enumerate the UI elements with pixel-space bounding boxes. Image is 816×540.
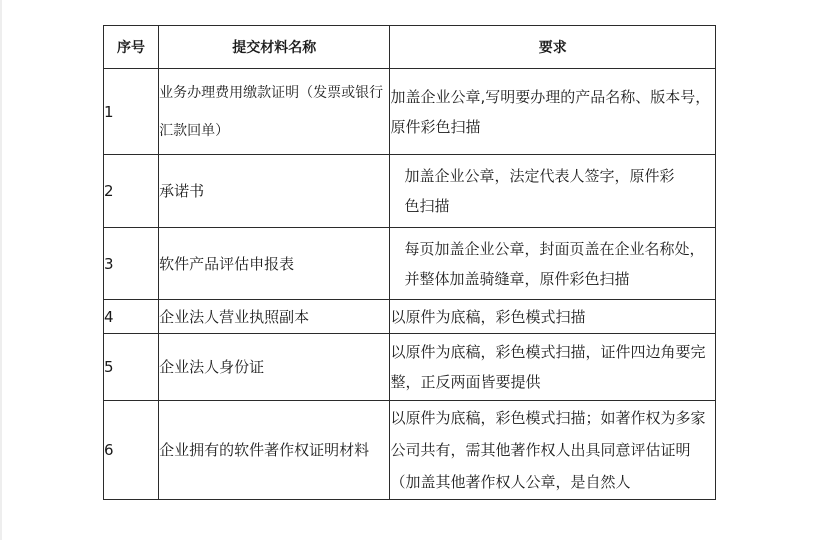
row-requirement-text: 以原件为底稿，彩色模式扫描 (390, 307, 586, 326)
table-row (104, 401, 716, 500)
row-requirement-text: 加盖企业公章,写明要办理的产品名称、版本号，原件彩色扫描 (390, 87, 711, 136)
row-name-text: 业务办理费用缴款证明（发票或银行汇款回单） (159, 84, 384, 139)
row-name-text: 企业拥有的软件著作权证明材料 (159, 441, 370, 459)
row-name (159, 228, 390, 300)
header-index: 序号 (104, 26, 159, 69)
row-requirement-clip (390, 402, 715, 499)
header-name: 提交材料名称 (159, 26, 390, 69)
row-name (159, 334, 390, 401)
row-index: 3 (104, 228, 159, 300)
row-requirement-text: 加盖企业公章，法定代表人签字，原件彩色扫描 (404, 167, 675, 215)
materials-table (103, 25, 716, 500)
page-edge-divider (0, 0, 2, 540)
header-requirement: 要求 (390, 26, 716, 69)
row-name-text: 软件产品评估申报表 (159, 254, 295, 273)
row-requirement (390, 155, 716, 228)
row-index: 2 (104, 155, 159, 228)
row-index: 5 (104, 334, 159, 401)
row-requirement-text: 以原件为底稿，彩色模式扫描，证件四边角要完整，正反两面皆要提供 (390, 343, 706, 391)
table-row (104, 69, 716, 155)
table-row (104, 300, 716, 334)
row-name-text: 企业法人营业执照副本 (159, 307, 310, 326)
row-requirement (390, 334, 716, 401)
row-requirement-text: 每页加盖企业公章，封面页盖在企业名称处，并整体加盖骑缝章，原件彩色扫描 (404, 239, 705, 288)
row-requirement (390, 300, 716, 334)
row-requirement (390, 401, 716, 500)
row-name (159, 300, 390, 334)
row-name (159, 69, 390, 155)
table-header-row (104, 26, 716, 69)
row-index: 4 (104, 300, 159, 334)
row-requirement (390, 69, 716, 155)
table-row (104, 228, 716, 300)
row-name-text: 企业法人身份证 (159, 358, 265, 376)
row-name-text: 承诺书 (159, 182, 205, 200)
row-index: 1 (104, 69, 159, 155)
table-row (104, 155, 716, 228)
row-requirement (390, 228, 716, 300)
table-row (104, 334, 716, 401)
row-requirement-text: 以原件为底稿，彩色模式扫描；如著作权为多家公司共有，需其他著作权人出具同意评估证明（加盖其他著作权人公章，是自然人 (390, 408, 706, 491)
row-name (159, 155, 390, 228)
row-index: 6 (104, 401, 159, 500)
row-name (159, 401, 390, 500)
